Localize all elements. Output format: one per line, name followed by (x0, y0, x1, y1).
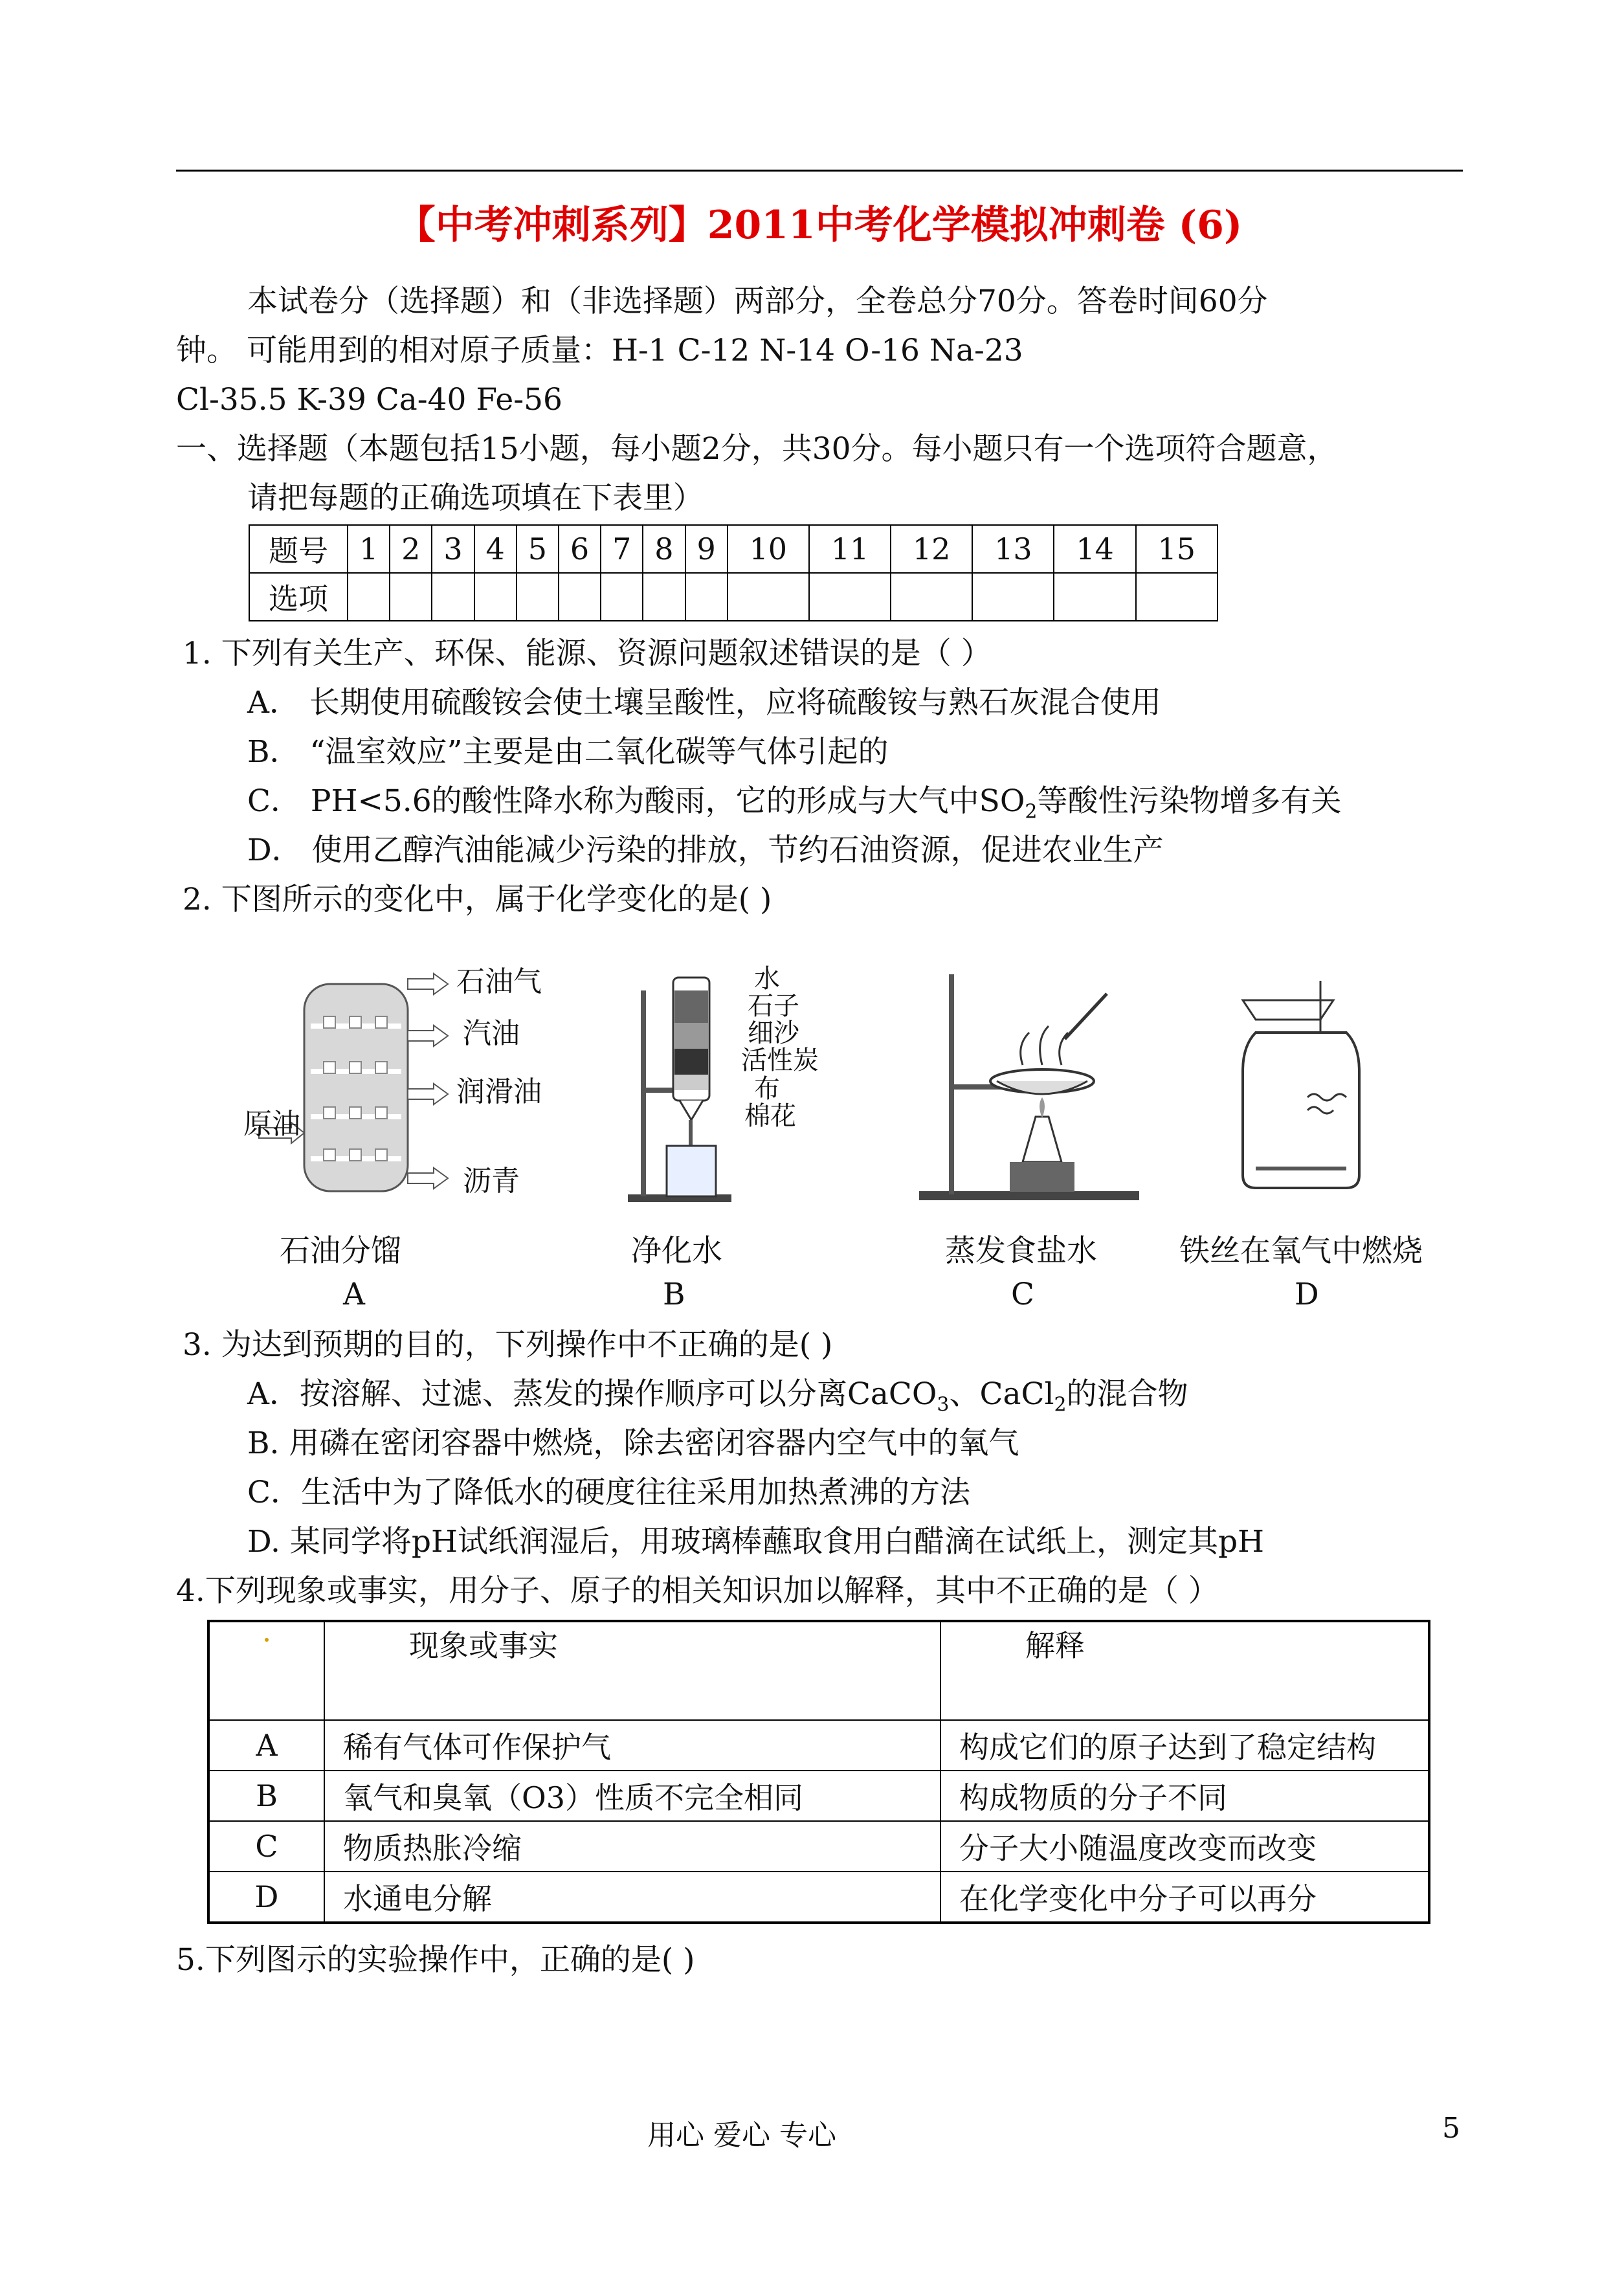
answer-cell[interactable] (972, 573, 1054, 621)
answer-cell[interactable] (601, 573, 643, 621)
row-fact: 氧气和臭氧（O3）性质不完全相同 (324, 1771, 940, 1821)
row-explain: 构成它们的原子达到了稳定结构 (940, 1720, 1429, 1771)
fig-a-label: 沥青 (463, 1165, 520, 1198)
fig-b-label: 石子 (748, 991, 799, 1021)
table-row (208, 1872, 1429, 1923)
answer-cell[interactable] (891, 573, 972, 621)
answer-table-option-row (249, 573, 1218, 621)
row-fact: 水通电分解 (324, 1872, 940, 1923)
answer-cell[interactable] (809, 573, 891, 621)
q3-option-d: D. 某同学将pH试纸润湿后，用玻璃棒蘸取食用白醋滴在试纸上，测定其pH (247, 1524, 1265, 1560)
row-key: A (208, 1720, 324, 1771)
intro-line-3: Cl-35.5 K-39 Ca-40 Fe-56 (176, 382, 562, 418)
answer-cell[interactable] (432, 573, 474, 621)
number-cell: 13 (972, 525, 1054, 573)
table-row (208, 1821, 1429, 1872)
q4-header-fact: 现象或事实 (324, 1621, 940, 1720)
number-cell: 9 (685, 525, 728, 573)
number-cell: 8 (643, 525, 685, 573)
q4-header-dot: · (208, 1621, 324, 1720)
fig-b-letter: B (663, 1277, 685, 1312)
answer-cell[interactable] (685, 573, 728, 621)
figure-d-iron-burning (1230, 974, 1379, 1203)
page-title: 【中考冲刺系列】2011中考化学模拟冲刺卷 (6) (396, 203, 1243, 248)
row-fact: 稀有气体可作保护气 (324, 1720, 940, 1771)
number-cell: 4 (474, 525, 517, 573)
answer-table-number-row (249, 525, 1218, 573)
fig-c-caption: 蒸发食盐水 (945, 1233, 1097, 1269)
answer-table (249, 524, 1218, 621)
q3-option-a (247, 1375, 1188, 1424)
q4-table (207, 1620, 1430, 1924)
q3-option-c: C．生活中为了降低水的硬度往往采用加热煮沸的方法 (247, 1475, 970, 1510)
number-cell: 3 (432, 525, 474, 573)
fig-b-label: 棉花 (744, 1101, 796, 1131)
row-key: C (208, 1821, 324, 1872)
answer-cell[interactable] (1136, 573, 1218, 621)
figure-c-evaporation (913, 968, 1152, 1210)
q1-option-a: A． 长期使用硫酸铵会使土壤呈酸性，应将硫酸铵与熟石灰混合使用 (247, 685, 1161, 721)
fig-b-label: 水 (754, 964, 780, 994)
row-explain: 构成物质的分子不同 (940, 1771, 1429, 1821)
number-cell: 6 (559, 525, 601, 573)
fig-a-caption: 石油分馏 (280, 1233, 401, 1269)
fig-a-letter: A (343, 1277, 365, 1312)
answer-cell[interactable] (348, 573, 390, 621)
fig-a-inlet-label: 原油 (243, 1108, 300, 1141)
number-cell: 15 (1136, 525, 1218, 573)
fig-d-caption: 铁丝在氧气中燃烧 (1179, 1233, 1423, 1269)
answer-cell[interactable] (1054, 573, 1135, 621)
answer-table-row2-label: 选项 (249, 573, 348, 621)
fig-b-label: 活性炭 (741, 1046, 819, 1075)
fig-d-letter: D (1295, 1277, 1319, 1312)
number-cell: 2 (390, 525, 432, 573)
iron-burning-drawing (1230, 974, 1379, 1201)
q3-option-a-mid: 、CaCl (949, 1376, 1054, 1412)
fig-b-label: 布 (754, 1074, 780, 1104)
q1-option-c-subscript: 2 (1025, 800, 1038, 823)
q3-option-a-sub1: 3 (937, 1393, 950, 1416)
fig-a-label: 润滑油 (456, 1075, 542, 1108)
q1-option-d: D． 使用乙醇汽油能减少污染的排放，节约石油资源，促进农业生产 (247, 833, 1164, 868)
number-cell: 11 (809, 525, 891, 573)
number-cell: 14 (1054, 525, 1135, 573)
water-purifier-drawing (602, 965, 751, 1204)
section1-heading-2: 请把每题的正确选项填在下表里） (247, 480, 704, 516)
number-cell: 12 (891, 525, 972, 573)
q3-option-b: B. 用磷在密闭容器中燃烧，除去密闭容器内空气中的氧气 (247, 1426, 1019, 1461)
fig-a-label: 汽油 (463, 1017, 520, 1050)
answer-table-row1-label: 题号 (249, 525, 348, 573)
q3-option-a-sub2: 2 (1054, 1393, 1067, 1416)
table-row (208, 1771, 1429, 1821)
q4-stem: 4.下列现象或事实，用分子、原子的相关知识加以解释，其中不正确的是（ ） (176, 1573, 1219, 1609)
q1-stem: 1. 下列有关生产、环保、能源、资源问题叙述错误的是（ ） (183, 636, 992, 671)
q1-option-b: B． “温室效应”主要是由二氧化碳等气体引起的 (247, 734, 889, 770)
q4-header-explain: 解释 (940, 1621, 1429, 1720)
q4-table-header (208, 1621, 1429, 1720)
section1-heading: 一、选择题（本题包括15小题，每小题2分，共30分。每小题只有一个选项符合题意， (176, 431, 1338, 467)
row-key: B (208, 1771, 324, 1821)
number-cell: 7 (601, 525, 643, 573)
row-explain: 在化学变化中分子可以再分 (940, 1872, 1429, 1923)
intro-line-1: 本试卷分（选择题）和（非选择题）两部分，全卷总分70分。答卷时间60分 (247, 284, 1268, 319)
fig-b-label: 细沙 (748, 1018, 799, 1048)
number-cell: 1 (348, 525, 390, 573)
answer-cell[interactable] (517, 573, 559, 621)
table-row (208, 1720, 1429, 1771)
q1-option-c-post: 等酸性污染物增多有关 (1037, 783, 1342, 819)
row-explain: 分子大小随温度改变而改变 (940, 1821, 1429, 1872)
row-fact: 物质热胀冷缩 (324, 1821, 940, 1872)
fig-b-caption: 净化水 (631, 1233, 722, 1269)
fig-a-label: 石油气 (456, 965, 542, 998)
fig-c-letter: C (1011, 1277, 1034, 1312)
q3-stem: 3. 为达到预期的目的，下列操作中不正确的是( ) (183, 1327, 833, 1363)
answer-cell[interactable] (643, 573, 685, 621)
figure-b-water-purifier (602, 965, 751, 1207)
q1-option-c (247, 782, 1341, 831)
row-key: D (208, 1872, 324, 1923)
q3-option-a-post: 的混合物 (1066, 1376, 1188, 1412)
header-rule (176, 170, 1463, 172)
answer-cell[interactable] (474, 573, 517, 621)
intro-line-2: 钟。 可能用到的相对原子质量：H-1 C-12 N-14 O-16 Na-23 (176, 333, 1023, 368)
number-cell: 5 (517, 525, 559, 573)
q2-stem: 2. 下图所示的变化中，属于化学变化的是( ) (183, 882, 772, 917)
q3-option-a-pre: A．按溶解、过滤、蒸发的操作顺序可以分离CaCO (247, 1376, 937, 1412)
page-number: 5 (1442, 2112, 1460, 2145)
answer-cell[interactable] (559, 573, 601, 621)
footer-text: 用心 爱心 专心 (647, 2119, 836, 2152)
number-cell: 10 (728, 525, 809, 573)
evaporation-drawing (913, 968, 1152, 1207)
q5-stem: 5.下列图示的实验操作中，正确的是( ) (176, 1942, 695, 1978)
answer-cell[interactable] (728, 573, 809, 621)
answer-cell[interactable] (390, 573, 432, 621)
q1-option-c-pre: C． PH<5.6的酸性降水称为酸雨，它的形成与大气中SO (247, 783, 1025, 819)
